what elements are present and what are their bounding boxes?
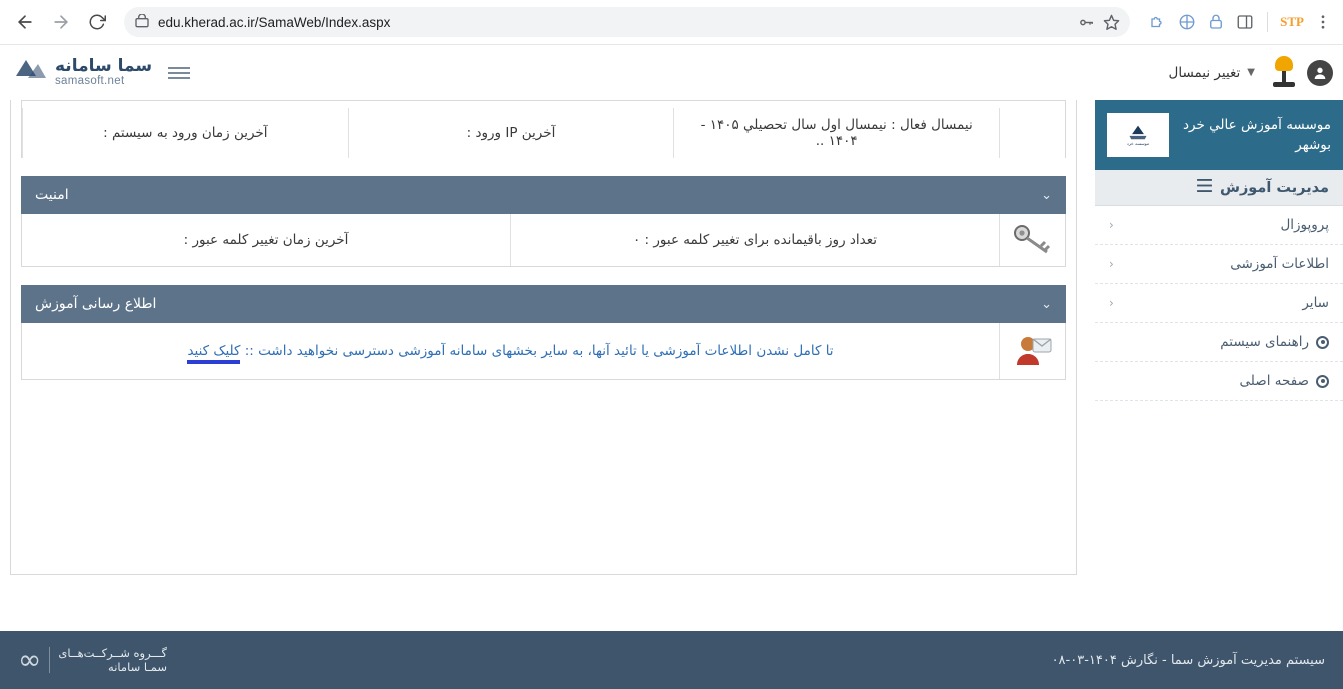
education-notice-title: اطلاع رسانی آموزش <box>35 296 157 312</box>
sama-mark-icon <box>14 56 48 90</box>
site-logo-subtitle: samasoft.net <box>55 75 125 88</box>
chevron-down-icon[interactable]: ⌄ <box>1041 187 1052 203</box>
education-notice-card <box>21 285 1066 380</box>
session-info-icon-cell <box>999 108 1065 158</box>
site-header <box>0 45 1343 100</box>
profile-badge[interactable]: STP <box>1280 14 1304 29</box>
institute-logo <box>1107 113 1169 157</box>
reload-icon[interactable] <box>82 7 112 37</box>
extensions-area <box>1142 12 1333 32</box>
sidebar-menu-title <box>1095 170 1343 206</box>
education-notice-text: تا کامل نشدن اطلاعات آموزشی یا تائید آنها، به سایر بخشهای سامانه آموزشی دسترسی نخواهید داشت :: <box>244 342 834 359</box>
header-left-group <box>1163 56 1333 90</box>
security-card-title: امنیت <box>35 187 69 203</box>
sidebar-menu-title-label: مدیریت آموزش <box>1219 179 1329 196</box>
chevron-down-icon: ▼ <box>1247 67 1255 78</box>
star-icon[interactable] <box>1103 14 1120 31</box>
security-card-header[interactable] <box>21 176 1066 214</box>
toolbar-divider <box>1267 12 1268 32</box>
sidebar-item-academic-info[interactable] <box>1095 245 1343 284</box>
click-here-link[interactable]: کلیک کنید <box>187 343 240 364</box>
sidebar-item-label: صفحه اصلی <box>1239 373 1309 389</box>
password-days-remaining-cell: تعداد روز باقیمانده برای تغییر کلمه عبور : ٠ <box>510 214 999 266</box>
sidebar-item-label: راهنمای سیستم <box>1220 334 1309 350</box>
chevron-left-icon: ‹ <box>1109 257 1114 271</box>
bullet-icon <box>1316 336 1329 349</box>
header-right-group <box>14 56 196 90</box>
chevron-down-icon[interactable]: ⌄ <box>1041 296 1052 312</box>
footer-divider <box>49 647 50 673</box>
sidebar-item-label: سایر <box>1302 295 1329 311</box>
session-info-row <box>21 100 1066 158</box>
footer-brand-line2: سمـا سامانه <box>108 660 168 674</box>
sidebar-item-proposal[interactable] <box>1095 206 1343 245</box>
footer-system-text: سیستم مدیریت آموزش سما - نگارش ۱۴۰۴-۰۳-۰۸ <box>1051 652 1325 668</box>
sidebar-item-label: اطلاعات آموزشی <box>1230 256 1329 272</box>
address-bar-url: edu.kherad.ac.ir/SamaWeb/Index.aspx <box>158 14 391 30</box>
user-avatar-icon[interactable] <box>1307 60 1333 86</box>
institute-name: موسسه آموزش عالي خرد بوشهر <box>1183 116 1331 153</box>
education-notice-text-cell <box>22 323 999 379</box>
three-dot-menu-icon[interactable] <box>1313 12 1333 32</box>
term-selector-label: تغییر نیمسال <box>1168 64 1241 81</box>
term-selector[interactable] <box>1163 61 1261 85</box>
puzzle-extension-icon[interactable] <box>1148 12 1168 32</box>
address-bar[interactable] <box>124 7 1130 37</box>
sidebar-item-label: پروپوزال <box>1280 217 1329 233</box>
footer-brand <box>18 643 168 676</box>
main-content <box>0 100 1095 631</box>
site-logo <box>14 56 152 90</box>
password-key-icon[interactable] <box>1078 14 1095 31</box>
sidebar-item-other[interactable] <box>1095 284 1343 323</box>
page-footer <box>0 631 1343 689</box>
chevron-left-icon: ‹ <box>1109 296 1114 310</box>
infinity-logo-icon: ∞ <box>18 643 42 676</box>
sidebar-item-system-guide[interactable] <box>1095 323 1343 362</box>
security-card-body <box>21 214 1066 267</box>
user-info-icon <box>999 323 1065 379</box>
split-screen-icon[interactable] <box>1235 12 1255 32</box>
desk-lamp-icon[interactable] <box>1271 56 1297 90</box>
key-icon <box>999 214 1065 266</box>
page-root <box>0 45 1343 689</box>
chevron-left-icon: ‹ <box>1109 218 1114 232</box>
last-ip-cell: آخرین IP ورود : <box>348 108 674 158</box>
education-notice-body <box>21 323 1066 380</box>
sidebar <box>1095 100 1343 631</box>
sidebar-item-home[interactable] <box>1095 362 1343 401</box>
site-info-icon[interactable] <box>134 14 150 30</box>
hamburger-menu-icon[interactable] <box>162 61 196 85</box>
footer-brand-line1: گـــروه شــرکــت‌هــای <box>58 645 168 660</box>
last-login-time-cell: آخرین زمان ورود به سیستم : <box>22 108 348 158</box>
page-body <box>0 100 1343 631</box>
site-logo-title: سما سامانه <box>55 55 153 76</box>
institute-box <box>1095 100 1343 170</box>
bullet-icon <box>1316 375 1329 388</box>
dashboard-panel <box>10 100 1077 575</box>
svg-text:موسسه خرد: موسسه خرد <box>1126 142 1150 148</box>
active-term-cell: نیمسال فعال : نیمسال اول سال تحصیلي ۱۴۰۵ - ۱۴۰۴ .. <box>673 108 999 158</box>
lock-extension-icon[interactable] <box>1206 12 1226 32</box>
browser-toolbar <box>0 0 1343 45</box>
back-arrow-icon[interactable] <box>10 7 40 37</box>
last-password-change-cell: آخرین زمان تغییر کلمه عبور : <box>183 232 349 248</box>
education-notice-header[interactable] <box>21 285 1066 323</box>
forward-arrow-icon[interactable] <box>46 7 76 37</box>
security-card <box>21 176 1066 267</box>
shield-icon[interactable] <box>1177 12 1197 32</box>
list-icon <box>1197 179 1212 196</box>
